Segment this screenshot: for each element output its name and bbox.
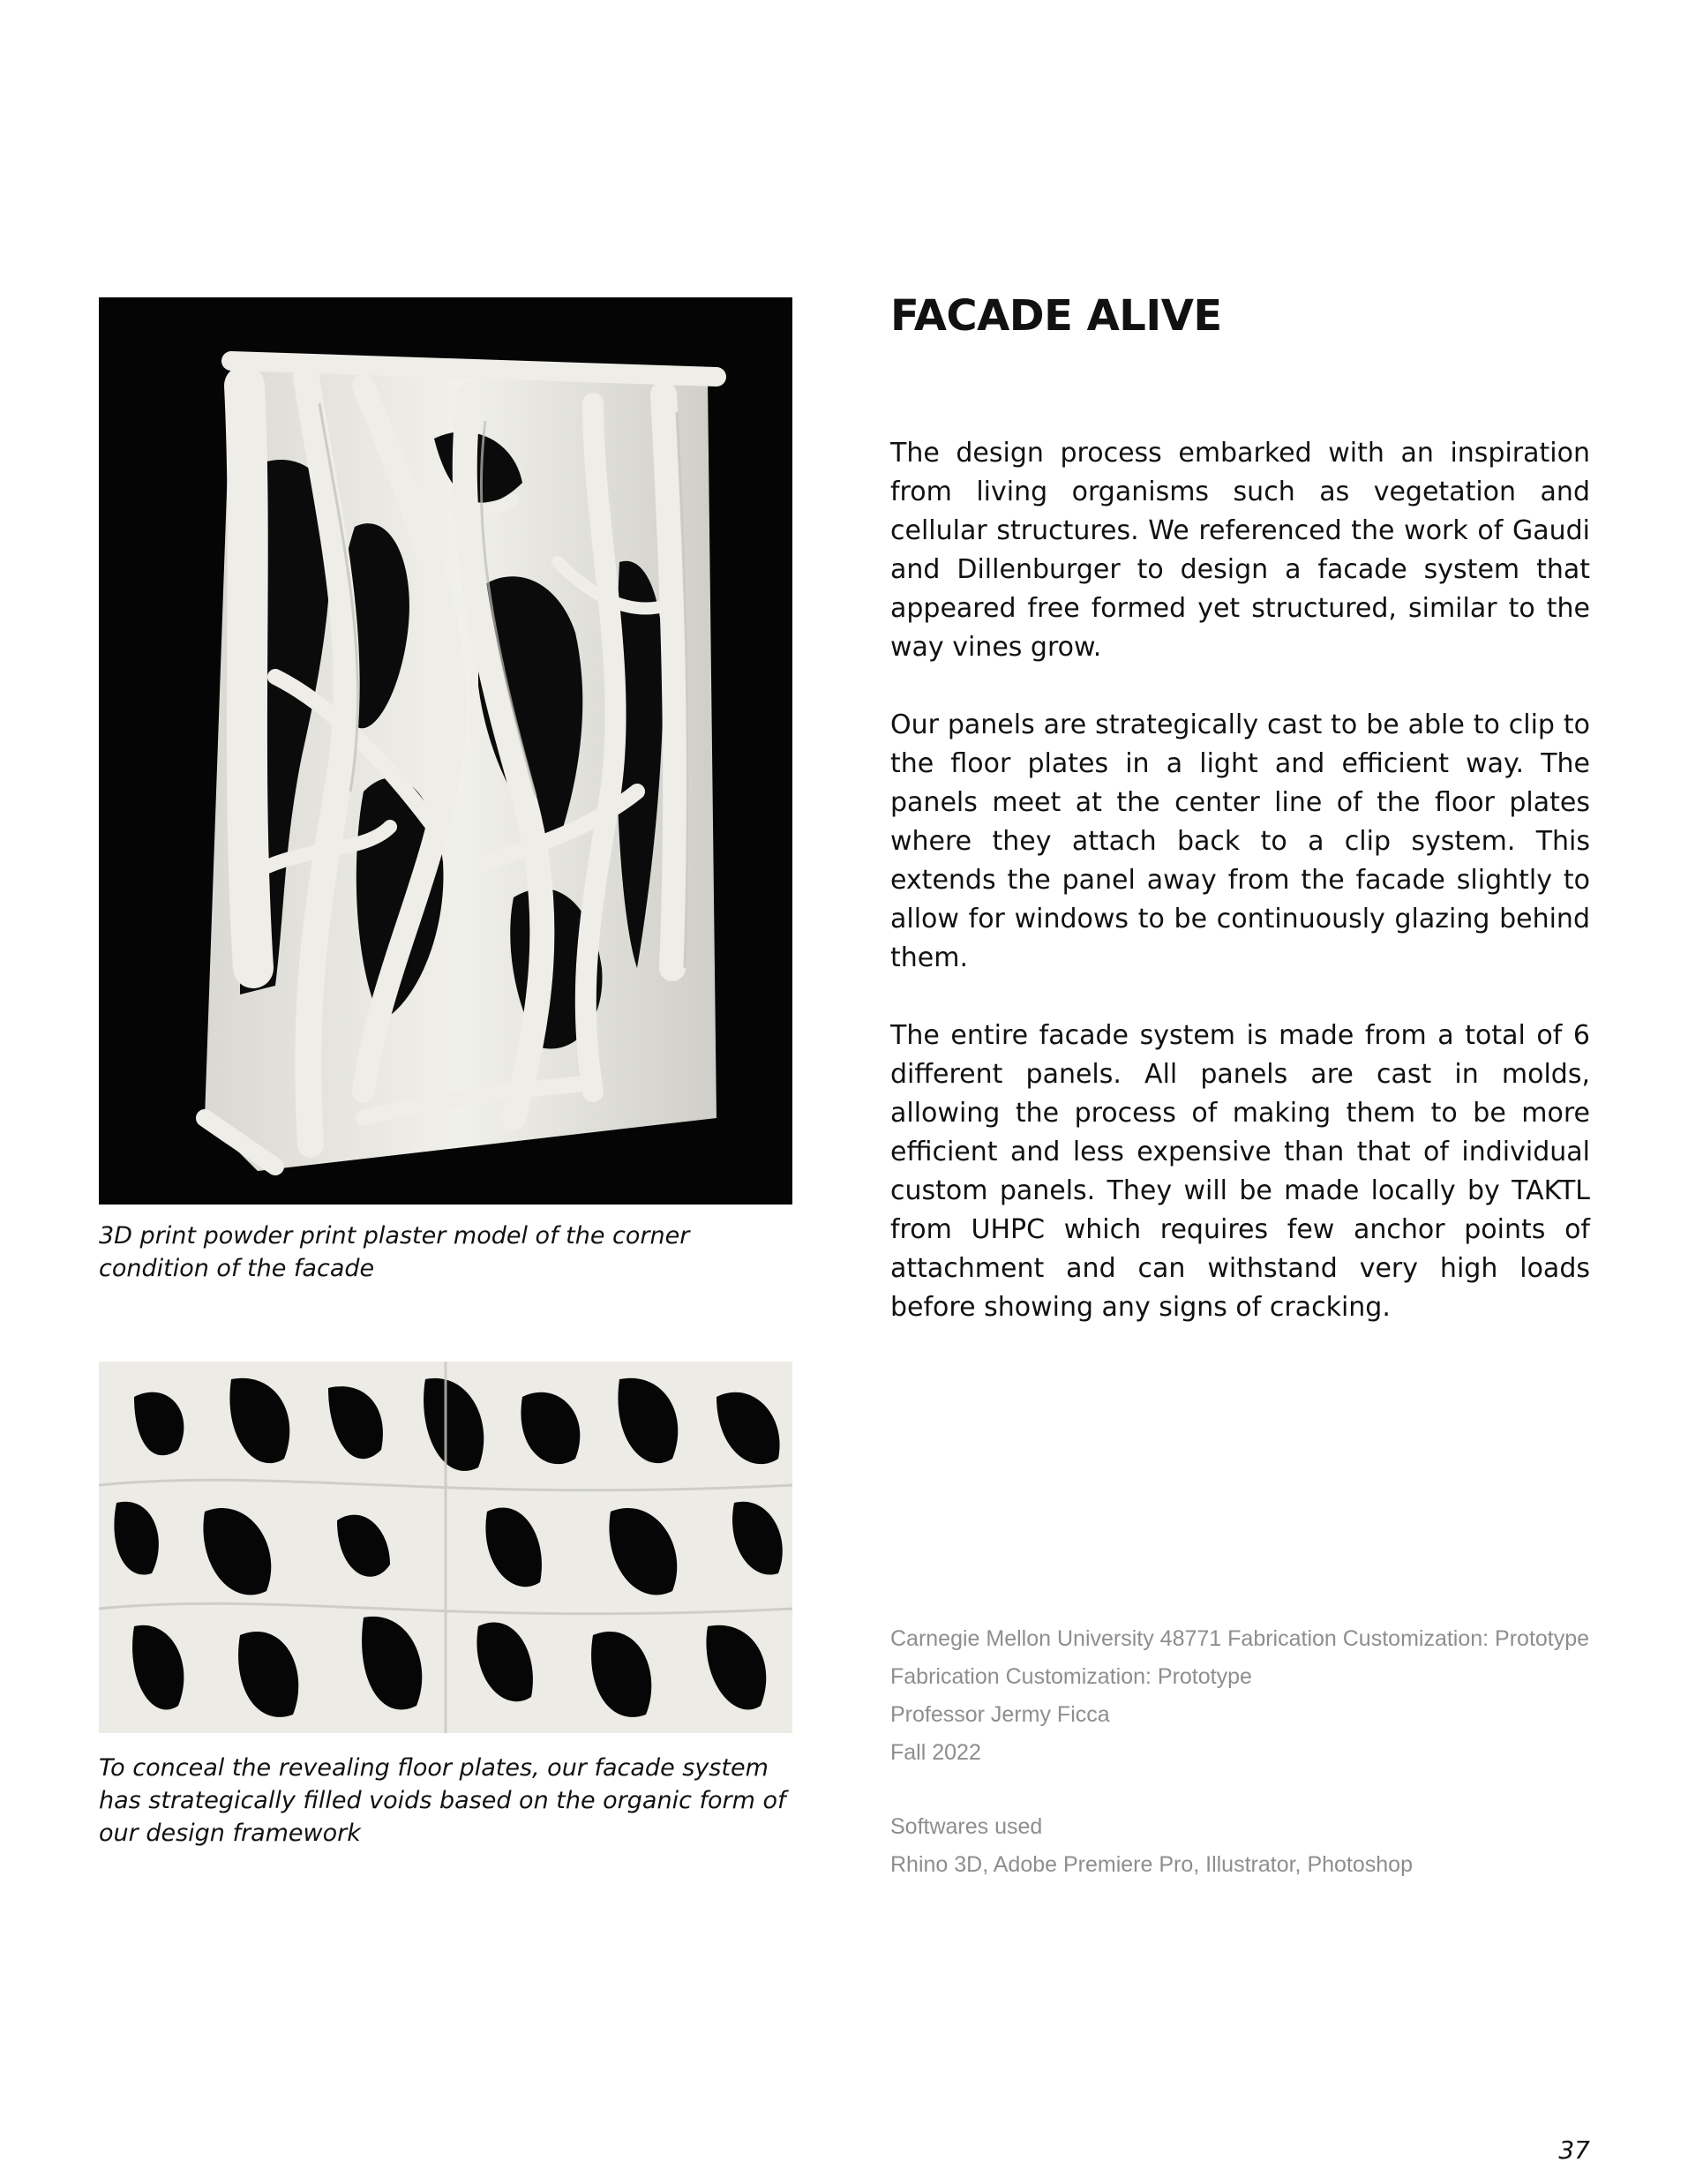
facade-pattern-illustration — [99, 1362, 792, 1733]
course-line: Carnegie Mellon University 48771 Fabrication Customization: Prototype — [890, 1626, 1590, 1651]
figure-caption: 3D print powder print plaster model of the corner condition of the facade — [99, 1222, 690, 1282]
software-heading: Softwares used — [890, 1814, 1043, 1839]
paragraph: The design process embarked with an inspiration from living organisms such as vegetation and cellular structures. We referenced the work of Gaudi and Dillenburger to design a facade system that appeared free formed yet structured, similar to the way vines grow. — [890, 438, 1590, 663]
plaster-model-illustration — [99, 297, 792, 1205]
paragraph: Our panels are strategically cast to be able to clip to the floor plates in a light and efficient way. The panels meet at the center line of the floor plates where they attach back to a clip system. This extends the panel away from the facade slightly to allow for windows to be continuously glazing behind them. — [890, 709, 1590, 973]
credits — [890, 1620, 1614, 1884]
course-subtitle: Fabrication Customization: Prototype — [890, 1664, 1252, 1689]
term-line: Fall 2022 — [890, 1740, 981, 1765]
professor-line: Professor Jermy Ficca — [890, 1702, 1110, 1727]
body-text — [890, 434, 1590, 1366]
facade-pattern-photo — [99, 1362, 792, 1733]
software-list: Rhino 3D, Adobe Premiere Pro, Illustrator, Photoshop — [890, 1852, 1413, 1877]
page-title: FACADE ALIVE — [890, 291, 1222, 341]
page-number: 37 — [1558, 2135, 1590, 2165]
plaster-model-photo — [99, 297, 792, 1205]
figure-caption: To conceal the revealing floor plates, our facade system has strategically filled voids based on the organic form of our design framework — [99, 1754, 786, 1847]
spacer — [890, 1772, 1614, 1808]
paragraph: The entire facade system is made from a total of 6 different panels. All panels are cast in molds, allowing the process of making them to be more efficient and less expensive than that of individual custom panels. They will be made locally by TAKTL from UHPC which requires few anchor points of attachment and can withstand very high loads before showing any signs of cracking. — [890, 1020, 1590, 1323]
